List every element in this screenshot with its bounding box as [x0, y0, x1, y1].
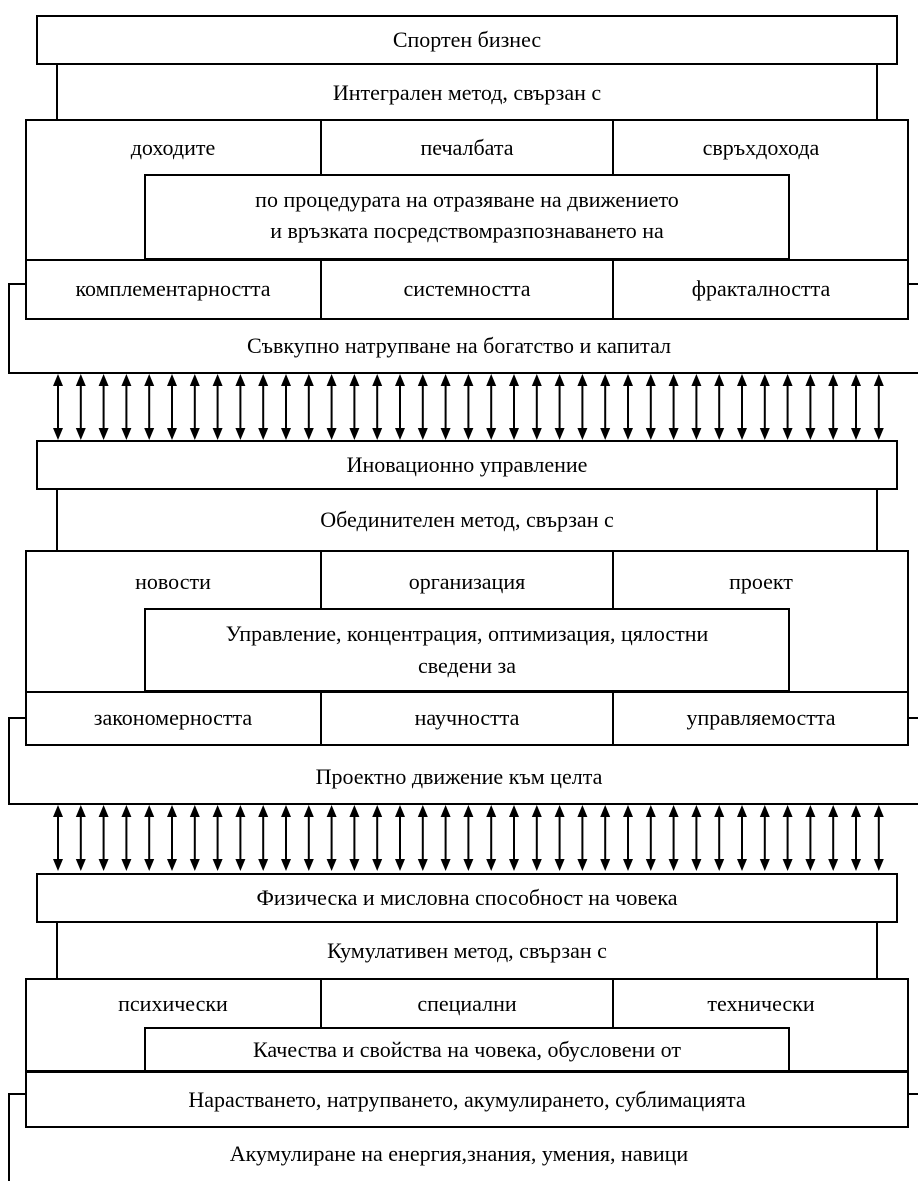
double-arrow-icon — [190, 374, 200, 440]
double-arrow-icon — [737, 374, 747, 440]
double-arrow-icon — [463, 805, 473, 871]
principle-label: фракталността — [691, 276, 831, 301]
double-arrow-icon — [532, 374, 542, 440]
double-arrow-icon — [623, 374, 633, 440]
row-divider — [25, 691, 909, 693]
double-arrow-icon — [577, 805, 587, 871]
category-label: печалбата — [420, 135, 514, 160]
double-arrow-icon — [486, 805, 496, 871]
inner-description-line: и връзката посредствомразпознаването на — [270, 218, 664, 243]
principle-label: комплементарността — [75, 276, 271, 301]
double-arrow-icon — [760, 805, 770, 871]
double-arrow-icon — [304, 805, 314, 871]
double-arrow-icon — [53, 374, 63, 440]
double-arrow-icon — [555, 374, 565, 440]
category-label: свръхдохода — [702, 135, 820, 160]
category-label: проект — [729, 569, 793, 594]
double-arrow-icon — [441, 805, 451, 871]
double-arrow-icon — [99, 374, 109, 440]
double-arrow-icon — [783, 805, 793, 871]
double-arrow-icon — [486, 374, 496, 440]
double-arrow-icon — [532, 805, 542, 871]
double-arrow-icon — [851, 805, 861, 871]
row-divider — [25, 259, 909, 261]
principle-label: научността — [414, 705, 520, 730]
double-arrow-icon — [304, 374, 314, 440]
double-arrow-icon — [349, 805, 359, 871]
double-arrow-icon — [327, 374, 337, 440]
result-label: Съвкупно натрупване на богатство и капитал — [246, 333, 671, 358]
result-box-top-left — [8, 1093, 26, 1095]
category-label: технически — [707, 991, 815, 1016]
double-arrow-icon — [851, 374, 861, 440]
principle-label: Нарастването, натрупването, акумулирането, сублимацията — [188, 1087, 746, 1112]
double-arrow-icon — [53, 805, 63, 871]
double-arrow-icon — [167, 805, 177, 871]
double-arrow-icon — [691, 805, 701, 871]
double-arrow-icon — [99, 805, 109, 871]
double-arrow-icon — [600, 374, 610, 440]
double-arrow-icon — [509, 805, 519, 871]
double-arrow-icon — [874, 374, 884, 440]
inner-description-line: Качества и свойства на човека, обусловени от — [253, 1037, 681, 1062]
double-arrow-icon — [372, 805, 382, 871]
result-box-top-right — [908, 717, 918, 719]
double-arrow-row — [0, 372, 918, 444]
category-label: организация — [408, 569, 526, 594]
double-arrow-icon — [372, 374, 382, 440]
double-arrow-icon — [646, 374, 656, 440]
section-title: Иновационно управление — [346, 452, 588, 477]
double-arrow-icon — [714, 374, 724, 440]
category-label: психически — [118, 991, 228, 1016]
double-arrow-icon — [760, 374, 770, 440]
method-label: Интегрален метод, свързан с — [332, 80, 602, 105]
section-title: Физическа и мисловна способност на човека — [256, 885, 678, 910]
result-box-left — [8, 283, 10, 374]
double-arrow-icon — [349, 374, 359, 440]
double-arrow-icon — [167, 374, 177, 440]
double-arrow-icon — [509, 374, 519, 440]
double-arrow-icon — [418, 805, 428, 871]
double-arrow-icon — [441, 374, 451, 440]
double-arrow-icon — [737, 805, 747, 871]
double-arrow-row — [0, 803, 918, 875]
double-arrow-icon — [691, 374, 701, 440]
double-arrow-icon — [213, 374, 223, 440]
result-label: Акумулиране на енергия,знания, умения, навици — [229, 1141, 689, 1166]
double-arrow-icon — [213, 805, 223, 871]
double-arrow-icon — [235, 805, 245, 871]
double-arrow-icon — [600, 805, 610, 871]
double-arrow-icon — [281, 374, 291, 440]
double-arrow-icon — [669, 374, 679, 440]
double-arrow-icon — [805, 374, 815, 440]
category-label: специални — [417, 991, 517, 1016]
double-arrow-icon — [577, 374, 587, 440]
double-arrow-icon — [144, 805, 154, 871]
bottom-box-frame — [25, 1071, 909, 1128]
double-arrow-icon — [623, 805, 633, 871]
principle-label: закономерността — [93, 705, 253, 730]
result-box-left — [8, 717, 10, 805]
principle-label: системността — [403, 276, 531, 301]
double-arrow-icon — [669, 805, 679, 871]
double-arrow-icon — [121, 805, 131, 871]
double-arrow-icon — [714, 805, 724, 871]
double-arrow-icon — [76, 805, 86, 871]
double-arrow-icon — [76, 374, 86, 440]
result-label: Проектно движение към целта — [315, 764, 603, 789]
double-arrow-icon — [121, 374, 131, 440]
double-arrow-icon — [144, 374, 154, 440]
double-arrow-icon — [646, 805, 656, 871]
result-box-top-left — [8, 717, 26, 719]
inner-description-line: сведени за — [418, 653, 516, 678]
category-label: новости — [135, 569, 211, 594]
method-label: Кумулативен метод, свързан с — [327, 938, 607, 963]
result-box-top-right — [908, 283, 918, 285]
double-arrow-icon — [418, 374, 428, 440]
double-arrow-icon — [828, 374, 838, 440]
category-label: доходите — [130, 135, 216, 160]
double-arrow-icon — [281, 805, 291, 871]
double-arrow-icon — [828, 805, 838, 871]
double-arrow-icon — [258, 374, 268, 440]
method-label: Обединителен метод, свързан с — [320, 507, 614, 532]
double-arrow-icon — [327, 805, 337, 871]
inner-description-line: Управление, концентрация, оптимизация, цялостни — [225, 621, 709, 646]
double-arrow-icon — [463, 374, 473, 440]
double-arrow-icon — [874, 805, 884, 871]
double-arrow-icon — [235, 374, 245, 440]
double-arrow-icon — [258, 805, 268, 871]
result-box-top-right — [908, 1093, 918, 1095]
double-arrow-icon — [395, 374, 405, 440]
double-arrow-icon — [555, 805, 565, 871]
double-arrow-icon — [190, 805, 200, 871]
double-arrow-icon — [805, 805, 815, 871]
section-title: Спортен бизнес — [392, 27, 542, 52]
inner-description-line: по процедурата на отразяване на движението — [255, 187, 679, 212]
principle-label: управляемостта — [686, 705, 836, 730]
result-box-top-left — [8, 283, 26, 285]
double-arrow-icon — [783, 374, 793, 440]
double-arrow-icon — [395, 805, 405, 871]
